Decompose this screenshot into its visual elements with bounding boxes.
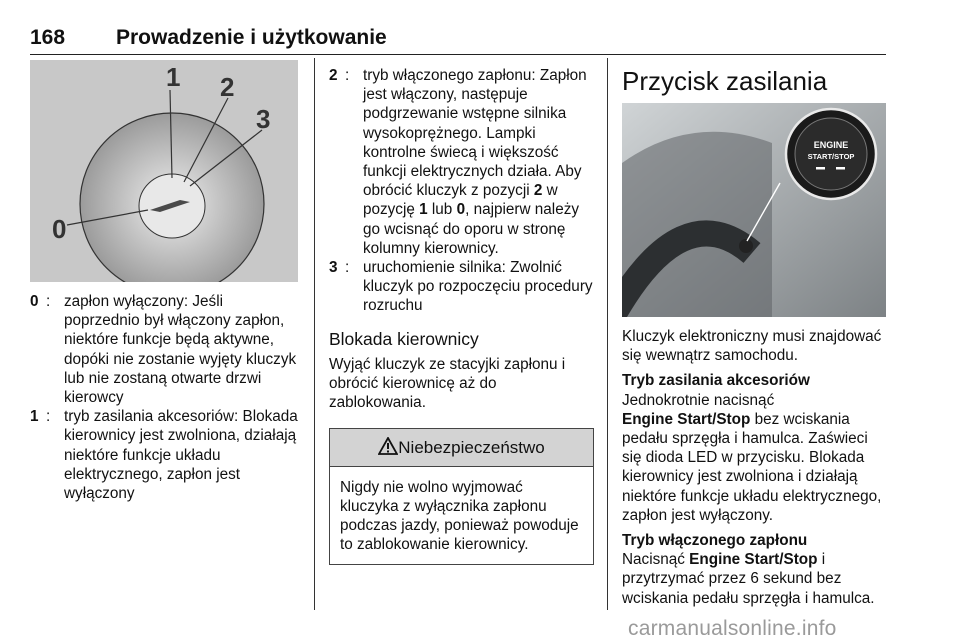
ignition-mode-section	[622, 531, 886, 608]
power-button-photo	[622, 103, 886, 317]
accessory-mode-text: Engine Start/Stop bez wciskania pedału sprzęgła i hamulca. Zaświeci się dioda LED w przycisku. Blokada kierownicy jest zwolniona i działają niektóre funkcje układu elektrycznego, zapłon jest wyłączony.	[622, 410, 882, 524]
definition-text: tryb zasilania akcesoriów: Blokada kierownicy jest zwolniona, działają niektóre funkcje układu elektrycznego, zapłon jest wyłączony	[64, 408, 298, 503]
position-label-2: 2	[220, 72, 235, 102]
definition-colon: :	[46, 408, 51, 426]
column-middle	[329, 66, 594, 565]
definition-item	[329, 66, 594, 258]
warning-box	[329, 428, 594, 565]
column-left	[30, 58, 300, 503]
ignition-switch-illustration	[30, 60, 298, 282]
definition-key: 2	[329, 67, 338, 84]
ignition-mode-heading: Tryb włączonego zapłonu	[622, 532, 808, 550]
button-label-engine: ENGINE	[813, 140, 849, 150]
ignition-switch-diagram	[30, 60, 298, 282]
definition-colon: :	[345, 259, 350, 277]
accessory-mode-heading: Tryb zasilania akcesoriów	[622, 372, 810, 390]
position-label-1: 1	[166, 62, 181, 92]
steering-lock-heading: Blokada kierownicy	[329, 328, 479, 349]
intro-text: Kluczyk elektroniczny musi znajdować się wewnątrz samochodu.	[622, 328, 882, 365]
definition-item	[30, 292, 300, 407]
page-number: 168	[30, 26, 66, 49]
definition-colon: :	[46, 293, 51, 310]
definition-item	[329, 258, 594, 316]
definition-text: zapłon wyłączony: Jeśli poprzednio był włączony zapłon, niektóre funkcje będą aktywne, dopóki nie zostanie wyjęty kluczyk lub nie zostaną otwarte drzwi kierowcy	[64, 293, 297, 407]
steering-lock-text: Wyjąć kluczyk ze stacyjki zapłonu i obrócić kierownicę aż do zablokowania.	[329, 355, 566, 412]
position-label-3: 3	[256, 104, 271, 134]
page-title: Prowadzenie i użytkowanie	[116, 26, 387, 49]
column-divider	[607, 58, 608, 610]
definition-colon: :	[345, 67, 350, 84]
definition-key: 3	[329, 259, 338, 277]
column-divider	[314, 58, 315, 610]
column-right	[622, 66, 886, 608]
dashboard-illustration	[622, 103, 886, 317]
position-definitions	[30, 292, 300, 503]
ignition-mode-text: Nacisnąć Engine Start/Stop i przytrzymać przez 6 sekund bez wciskania pedału sprzęgła i hamulca.	[622, 551, 875, 607]
watermark: carmanualsonline.info	[628, 617, 837, 640]
warning-title: Niebezpieczeństwo	[398, 438, 545, 458]
warning-header	[330, 429, 593, 466]
definition-key: 1	[30, 408, 39, 426]
definition-text: tryb włączonego zapłonu: Zapłon jest włączony, następuje podgrzewanie wstępne silnika wysokoprężnego. Lampki kontrolne świecą i większość funkcji elektrycznych działa. Aby obrócić kluczyk z pozycji 2 w pozycję 1 lub 0, najpierw należy go wcisnąć do oporu w stronę kolumny kierownicy.	[363, 67, 587, 257]
warning-triangle-icon	[378, 437, 398, 455]
button-label-start-stop: START/STOP	[807, 152, 855, 161]
definition-text: uruchomienie silnika: Zwolnić kluczyk po rozpoczęciu procedury rozruchu	[363, 259, 593, 315]
accessory-mode-section	[622, 371, 886, 525]
power-button-heading: Przycisk zasilania	[622, 66, 828, 96]
definition-key: 0	[30, 293, 39, 310]
warning-text: Nigdy nie wolno wyjmować kluczyka z wyłącznika zapłonu podczas jazdy, ponieważ powoduje to zablokowanie kierownicy.	[340, 478, 579, 554]
position-label-0: 0	[52, 214, 67, 244]
definition-item	[30, 407, 300, 503]
accessory-mode-line1: Jednokrotnie nacisnąć	[622, 391, 775, 409]
page-header	[30, 24, 886, 55]
